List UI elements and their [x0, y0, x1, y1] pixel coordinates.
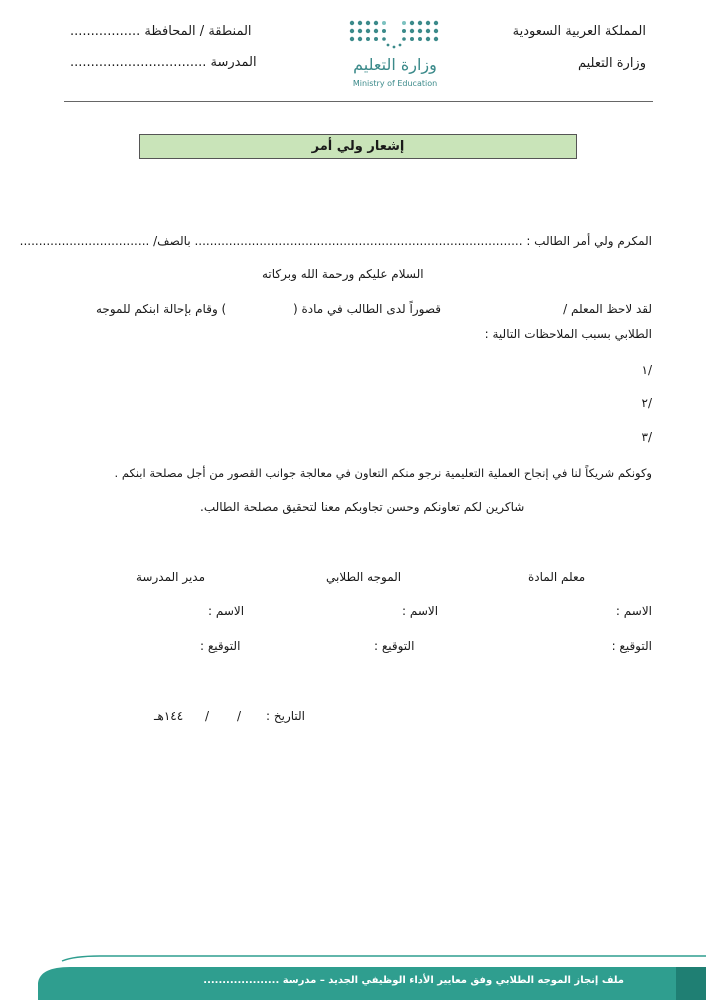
- teacher-name-label: الاسم :: [615, 604, 652, 618]
- partner-line: وكونكم شريكاً لنا في إنجاح العملية التعليمية نرجو منكم التعاون في معالجة جوانب القصور من أجل مصلحة ابنكم .: [114, 466, 652, 480]
- region-field: المنطقة / المحافظة .................: [70, 24, 252, 39]
- date-year: ١٤٤هـ: [154, 709, 184, 723]
- school-field: المدرسة .................................: [70, 55, 257, 70]
- guardian-line: المكرم ولي أمر الطالب : ...................................................................................... بالصف/ ..................................: [19, 234, 652, 248]
- logo-arabic-text: وزارة التعليم: [353, 55, 437, 74]
- note-item-2: /٢: [641, 396, 652, 410]
- footer-text: ملف إنجاز الموجه الطلابي وفق معايير الأداء الوظيفي الجديد – مدرسة ....................: [203, 975, 624, 986]
- counselor-signature-title: الموجه الطلابي: [326, 570, 402, 584]
- referral-label: ) وقام بإحالة ابنكم للموجه: [96, 302, 227, 316]
- header-divider: [64, 101, 653, 102]
- counselor-sign-label: التوقيع :: [374, 639, 415, 653]
- date-slash-1: /: [237, 709, 242, 723]
- counselor-name-label: الاسم :: [402, 604, 439, 618]
- principal-sign-label: التوقيع :: [200, 639, 241, 653]
- shortcoming-label: قصوراً لدى الطالب في مادة (: [293, 302, 441, 316]
- principal-name-label: الاسم :: [208, 604, 245, 618]
- thanks-line: شاكرين لكم تعاونكم وحسن تجاوبكم معنا لتحقيق مصلحة الطالب.: [200, 500, 525, 514]
- date-slash-2: /: [205, 709, 210, 723]
- greeting: السلام عليكم ورحمة الله وبركاته: [262, 267, 424, 281]
- page-title: إشعار ولي أمر: [139, 134, 577, 159]
- note-item-1: /١: [641, 363, 652, 377]
- date-label: التاريخ :: [266, 709, 306, 723]
- logo-english-text: Ministry of Education: [352, 79, 438, 88]
- kingdom-label: المملكة العربية السعودية: [512, 24, 646, 39]
- counselor-notes-line: الطلابي بسبب الملاحظات التالية :: [484, 327, 652, 341]
- teacher-signature-title: معلم المادة: [528, 570, 586, 584]
- note-item-3: /٣: [641, 430, 652, 444]
- teacher-noted-label: لقد لاحظ المعلم /: [563, 302, 652, 316]
- principal-signature-title: مدير المدرسة: [136, 570, 206, 584]
- teacher-sign-label: التوقيع :: [611, 639, 652, 653]
- ministry-logo-icon: [348, 19, 440, 49]
- ministry-label: وزارة التعليم: [577, 56, 646, 71]
